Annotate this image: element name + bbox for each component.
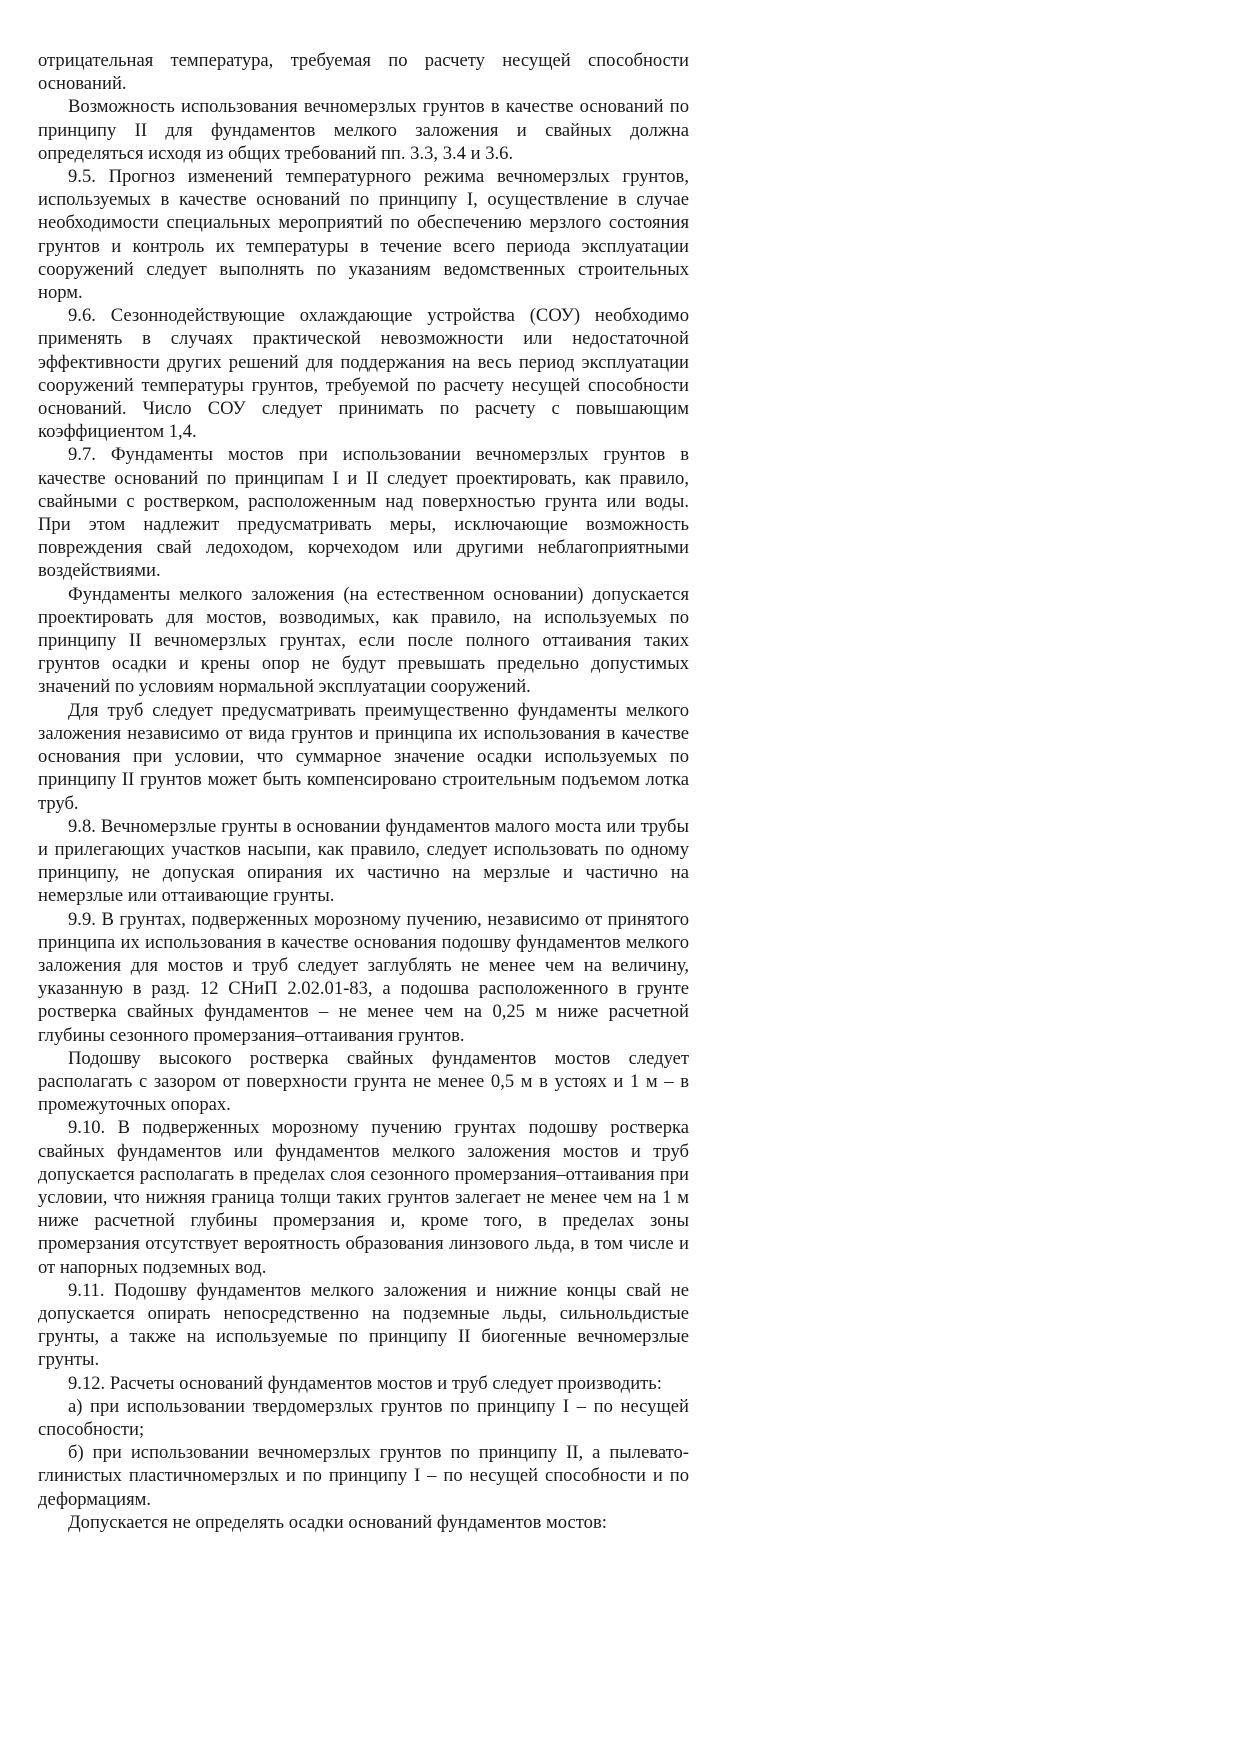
paragraph: Возможность использования вечномерзлых грунтов в качестве оснований по принципу II для фундаментов мелкого заложения и свайных должна определяться исходя из общих требований пп. 3.3, 3.4 и 3.6.: [38, 96, 689, 164]
list-item-a: а) при использовании твердомерзлых грунтов по принципу I – по несущей способности;: [38, 1395, 689, 1440]
list-item-b: б) при использовании вечномерзлых грунтов по принципу II, а пылевато-глинистых пластичномерзлых и по принципу I – по несущей способности и по деформациям.: [38, 1442, 689, 1510]
paragraph-9-12: 9.12. Расчеты оснований фундаментов мостов и труб следует производить:: [68, 1372, 662, 1394]
paragraph: Для труб следует предусматривать преимущественно фундаменты мелкого заложения независимо от вида грунтов и принципа их использования в качестве основания при условии, что суммарное значение осадки используемых по принципу II грунтов может быть компенсировано строительным подъемом лотка труб.: [38, 699, 689, 814]
paragraph: Подошву высокого ростверка свайных фундаментов мостов следует располагать с зазором от поверхности грунта не менее 0,5 м в устоях и 1 м – в промежуточных опорах.: [38, 1047, 689, 1116]
paragraph-9-5: 9.5. Прогноз изменений температурного режима вечномерзлых грунтов, используемых в качестве оснований по принципу I, осуществление в случае необходимости специальных мероприятий по обеспечению мерзлого состояния грунтов и контроль их температуры в течение всего периода эксплуатации сооружений следует выполнять по указаниям ведомственных строительных норм.: [38, 166, 689, 304]
paragraph-9-8: 9.8. Вечномерзлые грунты в основании фундаментов малого моста или трубы и прилегающих участков насыпи, как правило, следует использовать по одному принципу, не допуская опирания их частично на мерзлые и частично на немерзлые или оттаивающие грунты.: [38, 815, 689, 907]
paragraph: Допускается не определять осадки оснований фундаментов мостов:: [68, 1511, 607, 1533]
paragraph-9-6: 9.6. Сезоннодействующие охлаждающие устройства (СОУ) необходимо применять в случаях практической невозможности или недостаточной эффективности других решений для поддержания на весь период эксплуатации сооружений температуры грунтов, требуемой по расчету несущей способности оснований. Число СОУ следует принимать по расчету с повышающим коэффициентом 1,4.: [38, 305, 689, 443]
document-body: [38, 49, 689, 1534]
paragraph: Фундаменты мелкого заложения (на естественном основании) допускается проектировать для мостов, возводимых, как правило, на используемых по принципу II вечномерзлых грунтах, если после полного оттаивания таких грунтов осадки и крены опор не будут превышать предельно допустимых значений по условиям нормальной эксплуатации сооружений.: [38, 583, 689, 698]
paragraph-9-10: 9.10. В подверженных морозному пучению грунтах подошву ростверка свайных фундаментов или фундаментов мелкого заложения мостов и труб допускается располагать в пределах слоя сезонного промерзания–оттаивания при условии, что нижняя граница толщи таких грунтов залегает не менее чем на 1 м ниже расчетной глубины промерзания и, кроме того, в пределах зоны промерзания отсутствует вероятность образования линзового льда, в том числе и от напорных подземных вод.: [38, 1117, 689, 1278]
paragraph-9-11: 9.11. Подошву фундаментов мелкого заложения и нижние концы свай не допускается опирать непосредственно на подземные льды, сильнольдистые грунты, а также на используемые по принципу II биогенные вечномерзлые грунты.: [38, 1279, 689, 1371]
paragraph-9-7: 9.7. Фундаменты мостов при использовании вечномерзлых грунтов в качестве оснований по принципам I и II следует проектировать, как правило, свайными с ростверком, расположенным над поверхностью грунта или воды. При этом надлежит предусматривать меры, исключающие возможность повреждения свай ледоходом, корчеходом или другими неблагоприятными воздействиями.: [38, 444, 689, 582]
paragraph-9-9: 9.9. В грунтах, подверженных морозному пучению, независимо от принятого принципа их использования в качестве основания подошву фундаментов мелкого заложения для мостов и труб следует заглублять не менее чем на величину, указанную в разд. 12 СНиП 2.02.01-83, а подошва расположенного в грунте ростверка свайных фундаментов – не менее чем на 0,25 м ниже расчетной глубины сезонного промерзания–оттаивания грунтов.: [38, 908, 689, 1046]
paragraph: отрицательная температура, требуемая по расчету несущей способности оснований.: [38, 50, 689, 95]
